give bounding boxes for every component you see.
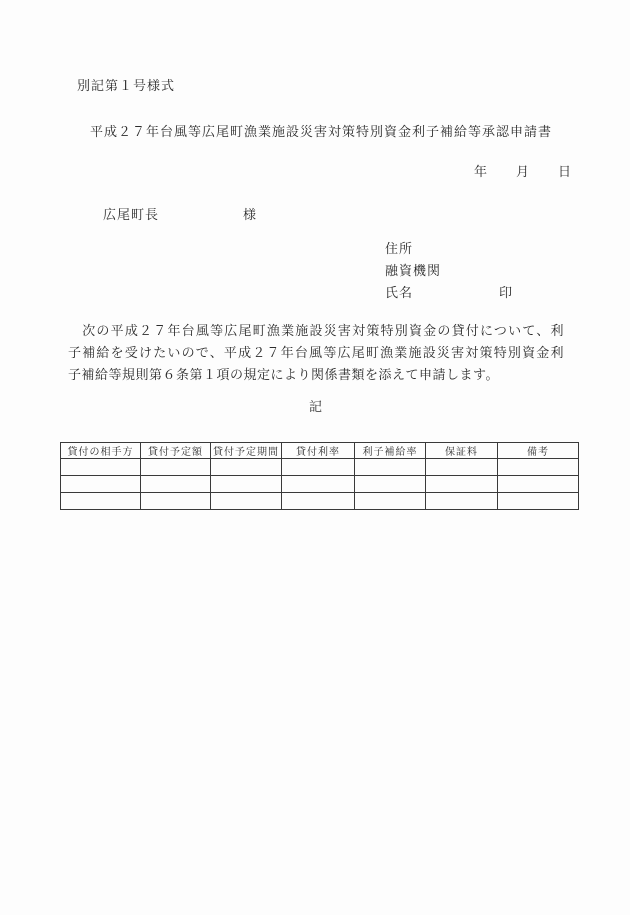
table-cell — [498, 459, 579, 476]
addressee-line — [103, 204, 257, 223]
table-cell — [141, 476, 211, 493]
institution-label: 融資機関 — [385, 263, 442, 278]
addressee-name: 広尾町長 — [103, 207, 160, 222]
table-row — [61, 493, 579, 510]
applicant-signature-block — [385, 238, 513, 304]
table-cell — [61, 476, 141, 493]
table-cell — [61, 493, 141, 510]
table-header-cell: 貸付予定期間 — [211, 443, 282, 459]
name-seal-row — [385, 282, 513, 304]
loan-table — [60, 442, 579, 510]
form-number-label: 別記第１号様式 — [77, 78, 176, 93]
table-cell — [141, 459, 211, 476]
addressee-honorific: 様 — [243, 207, 258, 222]
address-label: 住所 — [385, 241, 414, 256]
note-marker: 記 — [308, 399, 323, 414]
table-header-row — [61, 443, 579, 459]
table-cell — [498, 476, 579, 493]
table-row — [61, 459, 579, 476]
seal-label: 印 — [498, 285, 513, 300]
table-header-cell: 貸付の相手方 — [61, 443, 141, 459]
table-cell — [211, 459, 282, 476]
table-header-cell: 貸付利率 — [282, 443, 355, 459]
body-line: 次の平成２７年台風等広尾町漁業施設災害対策特別資金の貸付について、利 — [68, 323, 564, 338]
body-line: 子補給等規則第６条第１項の規定により関係書類を添えて申請します。 — [68, 367, 499, 382]
table-cell — [498, 493, 579, 510]
table-header-cell: 貸付予定額 — [141, 443, 211, 459]
table-cell — [355, 493, 426, 510]
body-paragraph — [68, 320, 564, 386]
table-cell — [426, 493, 498, 510]
table-header-cell: 利子補給率 — [355, 443, 426, 459]
table-cell — [426, 459, 498, 476]
table-cell — [141, 493, 211, 510]
body-line: 子補給を受けたいので、平成２７年台風等広尾町漁業施設災害対策特別資金利 — [68, 345, 564, 360]
table-cell — [426, 476, 498, 493]
document-title: 平成２７年台風等広尾町漁業施設災害対策特別資金利子補給等承認申請書 — [90, 124, 553, 139]
table-cell — [282, 459, 355, 476]
table-header-cell: 備考 — [498, 443, 579, 459]
table-cell — [211, 476, 282, 493]
table-header-cell: 保証料 — [426, 443, 498, 459]
table-cell — [355, 476, 426, 493]
name-label: 氏名 — [385, 285, 414, 300]
table-cell — [282, 493, 355, 510]
table-cell — [61, 459, 141, 476]
date-line: 年 月 日 — [473, 164, 572, 179]
table-cell — [211, 493, 282, 510]
table-row — [61, 476, 579, 493]
table-cell — [355, 459, 426, 476]
table-cell — [282, 476, 355, 493]
